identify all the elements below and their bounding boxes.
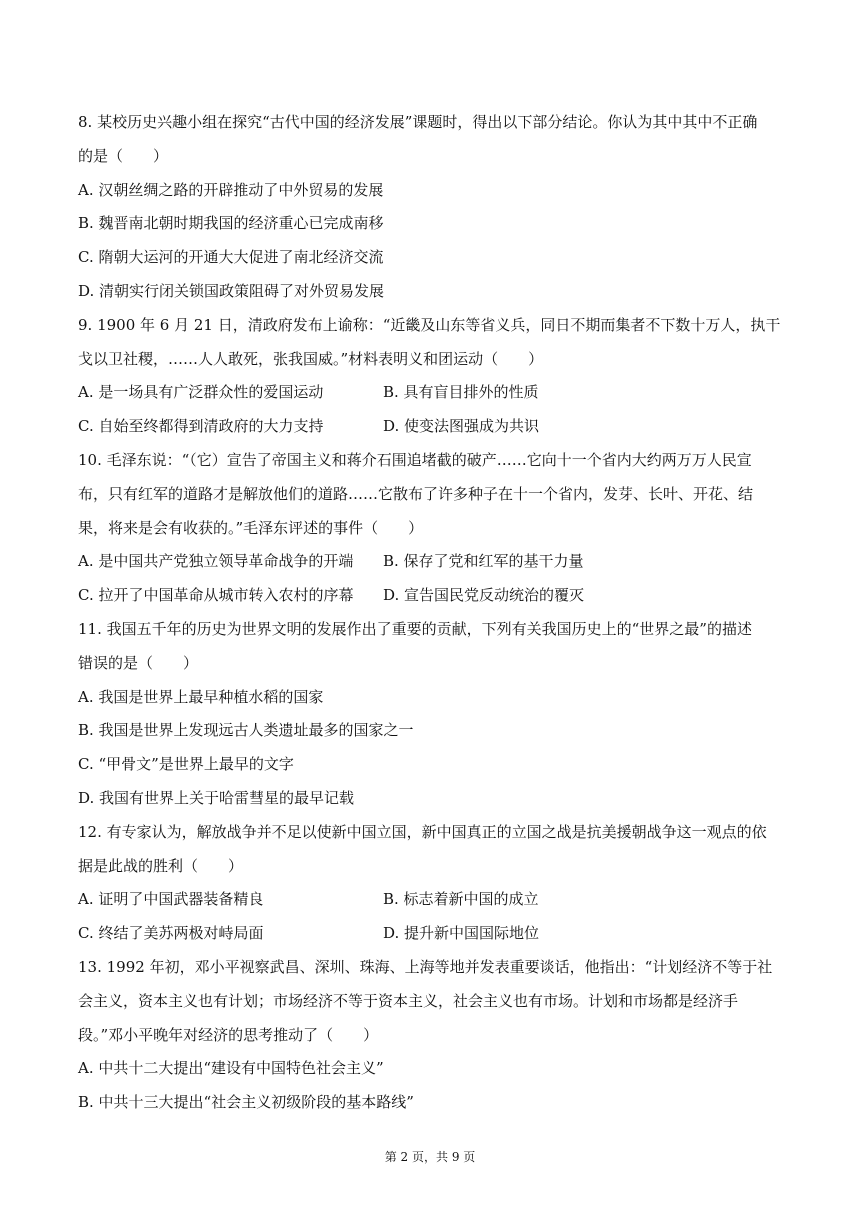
option-row xyxy=(78,917,783,951)
question-13 xyxy=(78,951,783,1120)
option-a: A. 中共十二大提出“建设有中国特色社会主义” xyxy=(78,1059,384,1078)
option-a: A. 是一场具有广泛群众性的爱国运动 xyxy=(78,383,324,402)
question-9 xyxy=(78,309,783,444)
option-c: C. 终结了美苏两极对峙局面 xyxy=(78,924,264,943)
question-stem-line: 12. 有专家认为，解放战争并不足以使新中国立国，新中国真正的立国之战是抗美援朝战争这一观点的依 xyxy=(78,822,767,841)
page-footer: 第 2 页，共 9 页 xyxy=(384,1150,476,1164)
option-a: A. 我国是世界上最早种植水稻的国家 xyxy=(78,687,324,706)
question-stem-line: 11. 我国五千年的历史为世界文明的发展作出了重要的贡献，下列有关我国历史上的“世界之最”的描述 xyxy=(78,619,752,638)
option-b: B. 具有盲目排外的性质 xyxy=(383,383,539,402)
question-stem-line: 的是（ ） xyxy=(78,146,169,165)
question-stem-line: 8. 某校历史兴趣小组在探究“古代中国的经济发展”课题时，得出以下部分结论。你认为其中其中不正确 xyxy=(78,113,758,131)
option-b: B. 中共十三大提出“社会主义初级阶段的基本路线” xyxy=(78,1093,414,1112)
option-d: D. 使变法图强成为共识 xyxy=(383,417,540,436)
question-stem-line: 10. 毛泽东说：“（它）宣告了帝国主义和蒋介石围追堵截的破产……它向十一个省内大约两万万人民宣 xyxy=(78,450,752,469)
question-stem-line: 9. 1900 年 6 月 21 日，清政府发布上谕称：“近畿及山东等省义兵，同日不期而集者不下数十万人，执干 xyxy=(78,315,781,334)
option-a: A. 证明了中国武器装备精良 xyxy=(78,890,264,909)
option-row xyxy=(78,883,783,917)
option-d: D. 提升新中国国际地位 xyxy=(383,924,540,943)
question-stem-line: 据是此战的胜利（ ） xyxy=(78,856,244,875)
question-stem-line: 13. 1992 年初，邓小平视察武昌、深圳、珠海、上海等地并发表重要谈话，他指出：“计划经济不等于社 xyxy=(78,957,773,976)
option-row xyxy=(78,376,783,410)
option-c: C. 隋朝大运河的开通大大促进了南北经济交流 xyxy=(78,248,384,267)
question-10 xyxy=(78,444,783,613)
question-stem-line: 段。”邓小平晚年对经济的思考推动了（ ） xyxy=(78,1025,379,1044)
option-row xyxy=(78,579,783,613)
option-row xyxy=(78,410,783,444)
question-stem-line: 布，只有红军的道路才是解放他们的道路……它散布了许多种子在十一个省内，发芽、长叶、开花、结 xyxy=(78,484,754,503)
option-a: A. 汉朝丝绸之路的开辟推动了中外贸易的发展 xyxy=(78,180,384,199)
question-11 xyxy=(78,613,783,816)
question-stem-line: 会主义，资本主义也有计划；市场经济不等于资本主义，社会主义也有市场。计划和市场都是经济手 xyxy=(78,991,739,1010)
question-8 xyxy=(78,106,783,309)
option-a: A. 是中国共产党独立领导革命战争的开端 xyxy=(78,552,354,571)
question-12 xyxy=(78,816,783,951)
question-stem-line: 戈以卫社稷，……人人敢死，张我国威。”材料表明义和团运动（ ） xyxy=(78,349,544,368)
option-c: C. 拉开了中国革命从城市转入农村的序幕 xyxy=(78,586,354,605)
option-c: C. “甲骨文”是世界上最早的文字 xyxy=(78,755,294,774)
question-stem-line: 果，将来是会有收获的。”毛泽东评述的事件（ ） xyxy=(78,518,424,537)
option-b: B. 我国是世界上发现远古人类遗址最多的国家之一 xyxy=(78,721,414,740)
option-d: D. 清朝实行闭关锁国政策阻碍了对外贸易发展 xyxy=(78,281,385,300)
option-b: B. 保存了党和红军的基干力量 xyxy=(383,552,584,571)
option-b: B. 魏晋南北朝时期我国的经济重心已完成南移 xyxy=(78,214,384,233)
option-b: B. 标志着新中国的成立 xyxy=(383,890,539,909)
exam-page-content xyxy=(78,106,783,1120)
option-c: C. 自始至终都得到清政府的大力支持 xyxy=(78,417,324,436)
option-d: D. 我国有世界上关于哈雷彗星的最早记载 xyxy=(78,788,355,807)
option-row xyxy=(78,545,783,579)
question-stem-line: 错误的是（ ） xyxy=(78,653,199,672)
option-d: D. 宣告国民党反动统治的覆灭 xyxy=(383,586,585,605)
